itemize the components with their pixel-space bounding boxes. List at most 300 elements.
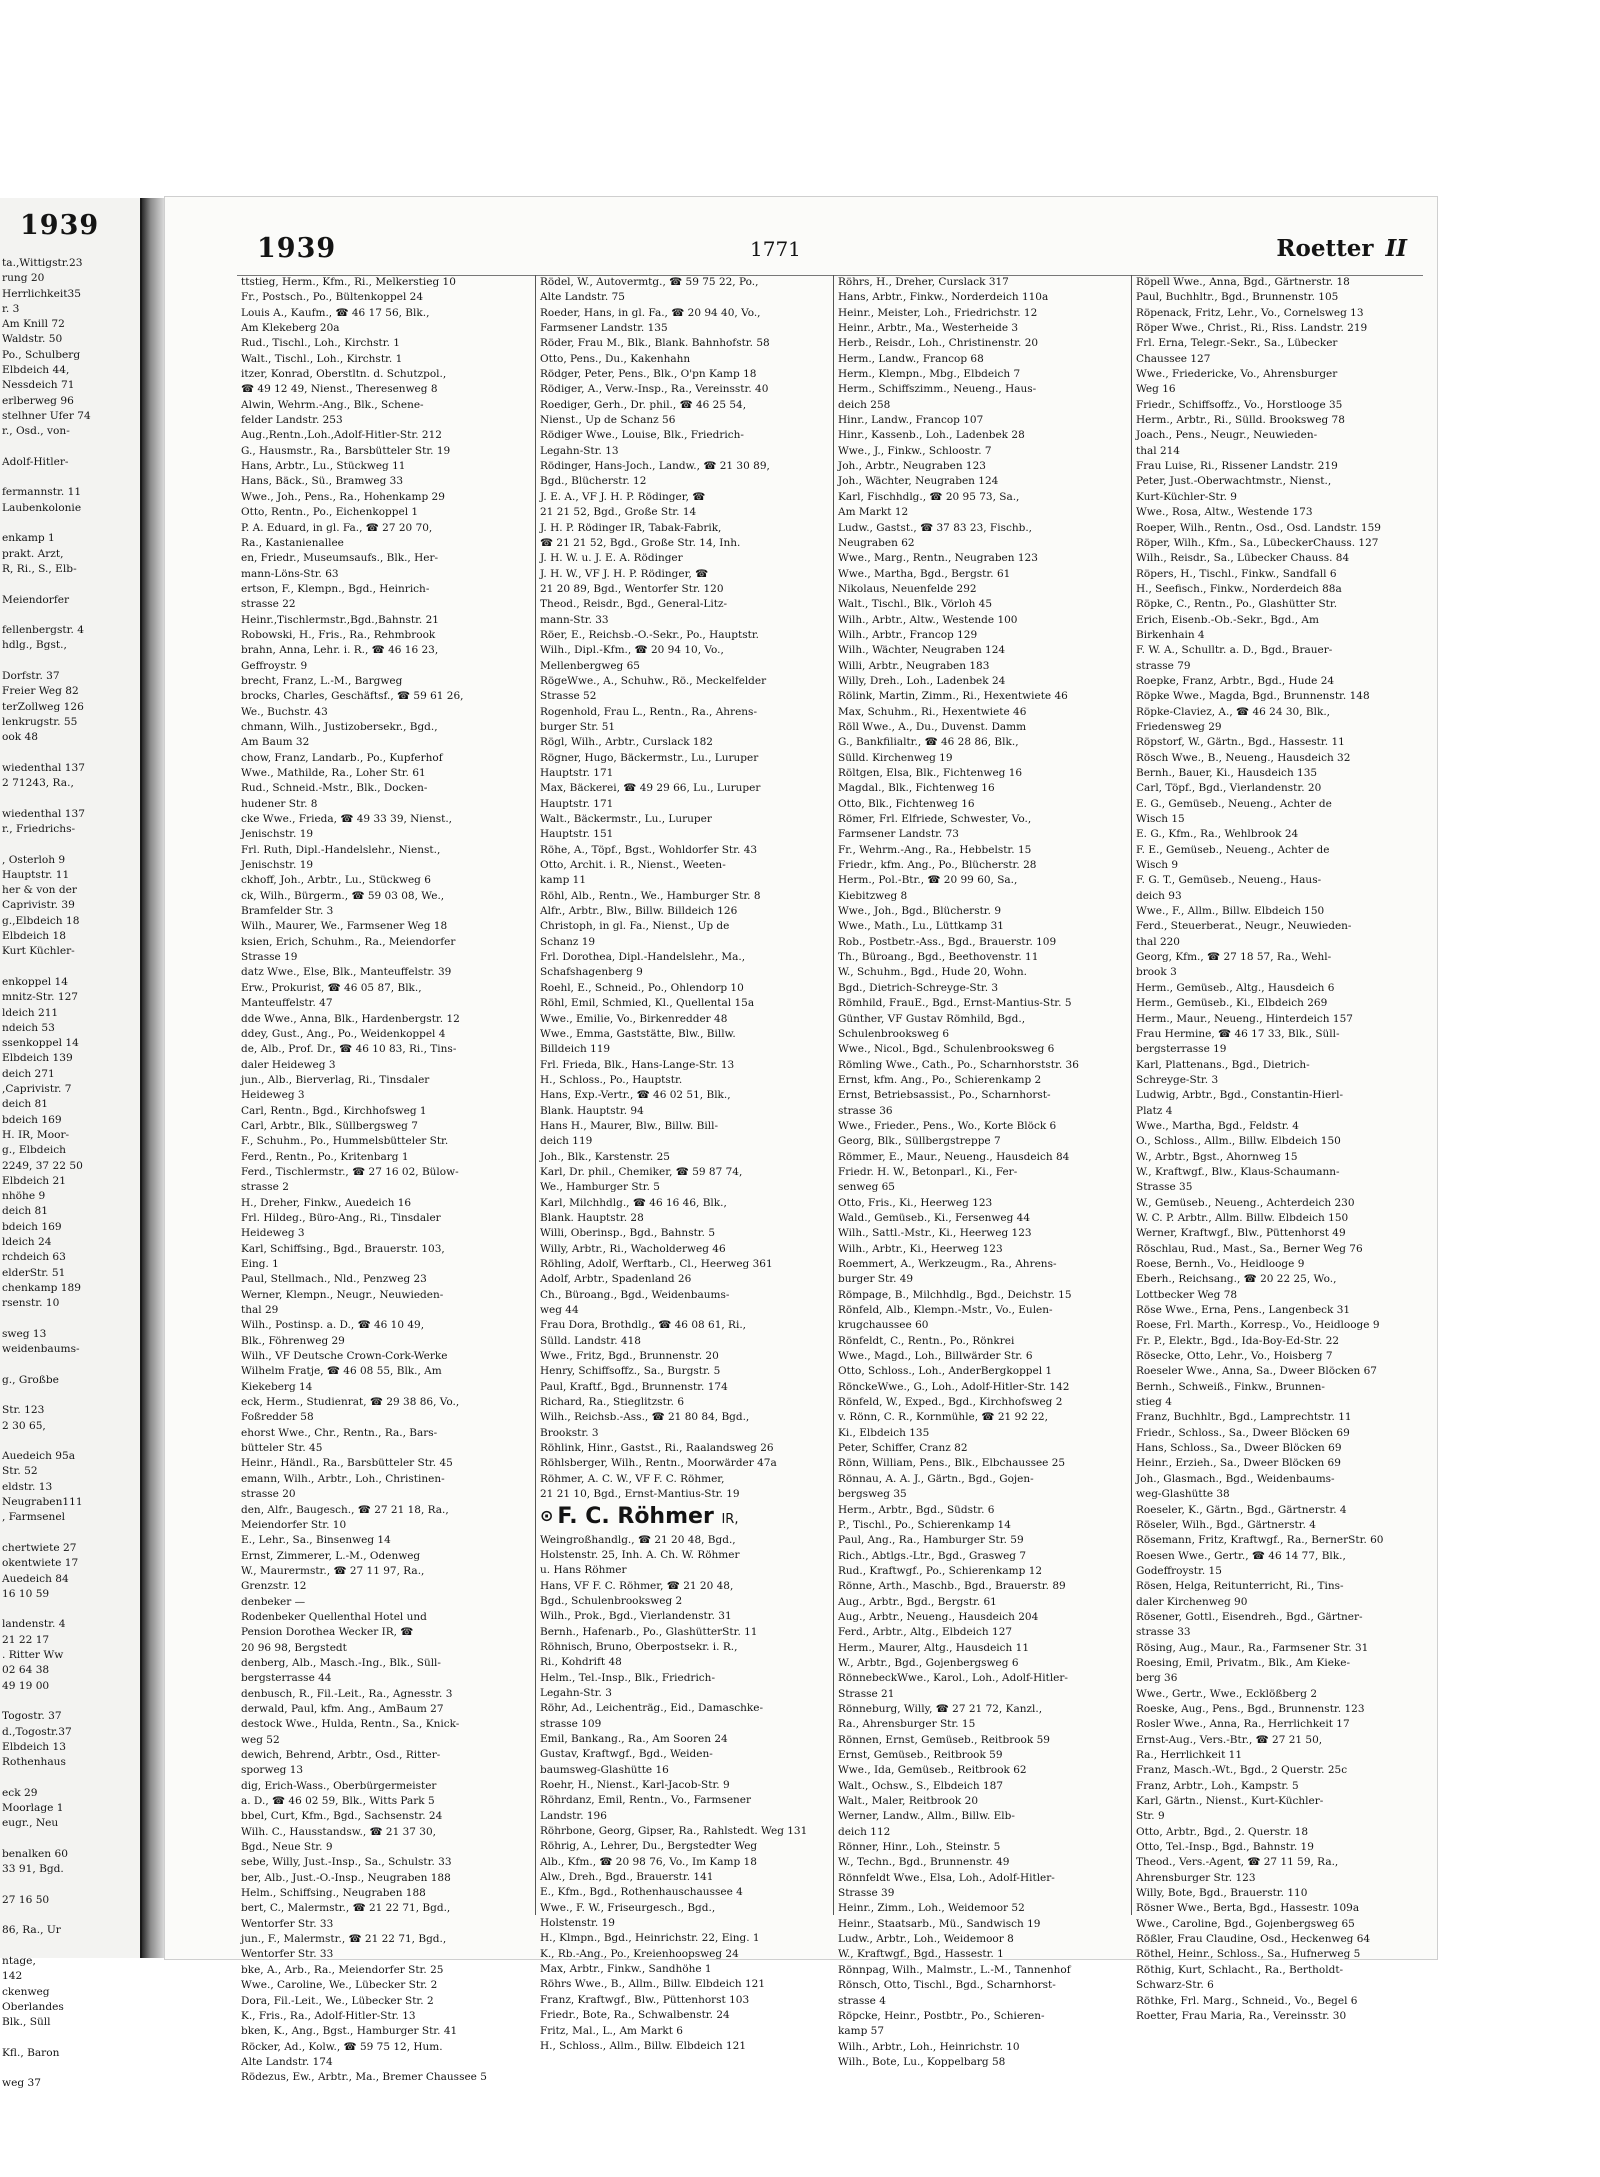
directory-entry-line: Roeseler, K., Gärtn., Bgd., Gärtnerstr. 4 — [1136, 1503, 1347, 1516]
directory-entry-line: Rödiger Wwe., Louise, Blk., Friedrich- — [540, 429, 744, 442]
directory-entry-line: Ernst, Betriebsassist., Po., Scharnhorst- — [838, 1089, 1051, 1102]
directory-entry-line: Wwe., Martha, Bgd., Feldstr. 4 — [1136, 1119, 1299, 1132]
directory-entry-line: Walt., Ochsw., S., Elbdeich 187 — [838, 1779, 1004, 1792]
directory-entry-line: Röer, E., Reichsb.-O.-Sekr., Po., Hauptstr. — [540, 628, 760, 641]
directory-entry-line: Frl. Dorothea, Dipl.-Handelslehr., Ma., — [540, 951, 746, 964]
directory-entry-line: W., Techn., Bgd., Brunnenstr. 49 — [838, 1856, 1010, 1869]
directory-entry-line: Rösner Wwe., Berta, Bgd., Hassestr. 109a — [1136, 1902, 1360, 1915]
directory-entry-line: Eing. 1 — [241, 1258, 279, 1270]
directory-entry-line: Wwe., Frieder., Pens., Wo., Korte Blöck 6 — [838, 1119, 1057, 1132]
directory-entry-line: Otto, Fris., Ki., Heerweg 123 — [838, 1196, 993, 1209]
facing-page-line: deich 81 — [2, 1205, 49, 1218]
directory-entry-line: Strasse 19 — [241, 951, 298, 964]
directory-entry-line: Nienst., Up de Schanz 56 — [540, 414, 676, 427]
facing-page-line: ndeich 53 — [2, 1021, 55, 1034]
page-year: 1939 — [257, 233, 337, 264]
directory-entry-line: Röper Wwe., Christ., Ri., Riss. Landstr. 219 — [1136, 322, 1368, 335]
directory-entry-line: P. A. Eduard, in gl. Fa., ☎ 27 20 70, — [241, 521, 433, 534]
facing-page-line: ook 48 — [2, 731, 39, 744]
facing-page-line: g., Großbe — [2, 1373, 59, 1386]
directory-entry-line: Rönnpag, Wilh., Malmstr., L.-M., Tannenhof — [838, 1963, 1071, 1976]
directory-entry-line: Hans, Arbtr., Finkw., Norderdeich 110a — [838, 291, 1049, 304]
directory-entry-line: Röltgen, Elsa, Blk., Fichtenweg 16 — [838, 767, 1023, 779]
directory-entry-line: Dora, Fil.-Leit., We., Lübecker Str. 2 — [241, 1994, 434, 2007]
directory-entry-line: Roediger, Gerh., Dr. phil., ☎ 46 25 54, — [540, 398, 747, 411]
directory-entry-line: Herm., Gemüseb., Ki., Elbdeich 269 — [1136, 997, 1328, 1010]
directory-entry-line: strasse 2 — [241, 1181, 289, 1194]
directory-entry-line: strasse 22 — [241, 598, 296, 611]
directory-entry-line: Friedr., Bote, Ra., Schwalbenstr. 24 — [540, 2009, 730, 2022]
directory-entry-line: ttstieg, Herm., Kfm., Ri., Melkerstieg 10 — [241, 276, 456, 288]
directory-entry-line: Röthig, Kurt, Schlacht., Ra., Bertholdt- — [1136, 1963, 1344, 1976]
directory-entry-line: Herm., Gemüseb., Altg., Hausdeich 6 — [1136, 981, 1335, 994]
facing-page-line: enkoppel 14 — [2, 975, 68, 988]
directory-entry-line: Rönfeld, W., Exped., Bgd., Kirchhofsweg 2 — [838, 1396, 1063, 1409]
directory-entry-line: Max, Arbtr., Finkw., Sandhöhe 1 — [540, 1963, 712, 1976]
directory-entry-line: Roehr, H., Nienst., Karl-Jacob-Str. 9 — [540, 1779, 730, 1791]
directory-entry-line: Paul, Stellmach., Nld., Penzweg 23 — [241, 1273, 427, 1286]
directory-entry-line: Bernh., Schweiß., Finkw., Brunnen- — [1136, 1380, 1325, 1393]
directory-entry-line: Joh., Arbtr., Neugraben 123 — [838, 460, 986, 473]
directory-entry-line: Am Baum 32 — [241, 736, 310, 749]
facing-page-line: , Osterloh 9 — [2, 853, 66, 866]
facing-page-line: chertwiete 27 — [2, 1541, 77, 1554]
directory-entry-line: G., Hausmstr., Ra., Barsbütteler Str. 19 — [241, 444, 451, 457]
directory-entry-line: Rödiger, A., Verw.-Insp., Ra., Vereinsstr. 40 — [540, 383, 769, 396]
facing-page-line: weidenbaums- — [2, 1343, 80, 1356]
directory-entry-line: Theod., Reisdr., Bgd., General-Litz- — [540, 598, 728, 611]
directory-entry-line: Billdeich 119 — [540, 1043, 611, 1056]
facing-page-line: benalken 60 — [2, 1847, 68, 1860]
directory-entry-line: bken, K., Ang., Bgst., Hamburger Str. 41 — [241, 2025, 458, 2038]
directory-entry-line: Wisch 9 — [1136, 859, 1179, 872]
facing-page-line: deich 81 — [2, 1098, 49, 1111]
directory-entry-line: Röhl, Alb., Rentn., We., Hamburger Str. 8 — [540, 889, 761, 902]
directory-entry-line: Legahn-Str. 3 — [540, 1686, 612, 1699]
facing-page-line: mnitz-Str. 127 — [2, 991, 79, 1004]
directory-entry-line: strasse 20 — [241, 1488, 296, 1501]
directory-entry-line: Roemmert, A., Werkzeugm., Ra., Ahrens- — [838, 1258, 1057, 1270]
directory-entry-line: W., Kraftwgf., Bgd., Hassestr. 1 — [838, 1948, 1004, 1961]
directory-entry-line: Ludw., Arbtr., Loh., Weidemoor 8 — [838, 1933, 1014, 1946]
directory-entry-line: Pension Dorothea Wecker IR, ☎ — [241, 1626, 414, 1639]
directory-entry-line: Otto, Arbtr., Bgd., 2. Querstr. 18 — [1136, 1825, 1309, 1838]
directory-entry-line: W., Schuhm., Bgd., Hude 20, Wohn. — [838, 966, 1027, 979]
page-number: 1771 — [750, 237, 801, 261]
directory-entry-line: Georg, Kfm., ☎ 27 18 57, Ra., Wehl- — [1136, 951, 1332, 964]
directory-entry-line: Rönner, Hinr., Loh., Steinstr. 5 — [838, 1841, 1001, 1854]
directory-entry-line: brocks, Charles, Geschäftsf., ☎ 59 61 26, — [241, 690, 464, 703]
directory-entry-line: dde Wwe., Anna, Blk., Hardenbergstr. 12 — [241, 1012, 460, 1025]
directory-entry-line: Rögl, Wilh., Arbtr., Curslack 182 — [540, 736, 713, 749]
directory-entry-line: Willy, Bote, Bgd., Brauerstr. 110 — [1136, 1887, 1308, 1900]
facing-page-line — [2, 1388, 142, 1403]
facing-page-line — [2, 1602, 142, 1617]
facing-page-line: ldeich 211 — [2, 1006, 59, 1019]
directory-entry-line: Röpstorf, W., Gärtn., Bgd., Hassestr. 11 — [1136, 736, 1345, 749]
directory-entry-line: Heinr., Meister, Loh., Friedrichstr. 12 — [838, 306, 1038, 319]
facing-page-line: Oberlandes — [2, 2000, 64, 2013]
directory-entry-line: Roetter, Frau Maria, Ra., Vereinsstr. 30 — [1136, 2009, 1347, 2022]
directory-entry-line: Bernh., Hafenarb., Po., GlashütterStr. 11 — [540, 1625, 758, 1638]
directory-entry-line: Alwin, Wehrm.-Ang., Blk., Schene- — [241, 398, 424, 411]
facing-page-line: 142 — [2, 1970, 23, 1983]
facing-page-line: Elbdeich 44, — [2, 364, 70, 377]
directory-entry-line: RönnebeckWwe., Karol., Loh., Adolf-Hitler- — [838, 1672, 1068, 1685]
ad-symbol: ⊙ — [540, 1505, 554, 1525]
directory-entry-line: Herm., Arbtr., Ri., Sülld. Brooksweg 78 — [1136, 414, 1345, 427]
directory-entry-line: brook 3 — [1136, 966, 1177, 979]
directory-entry-line: Werner, Landw., Allm., Billw. Elb- — [838, 1810, 1015, 1823]
directory-entry-line: Röhrs Wwe., B., Allm., Billw. Elbdeich 121 — [540, 1978, 766, 1991]
directory-entry-line: daler Kirchenweg 90 — [1136, 1595, 1248, 1608]
directory-entry-line: mann-Str. 33 — [540, 613, 609, 626]
facing-page-line: eugr., Neu — [2, 1817, 59, 1830]
directory-entry-line: Helm., Schiffsing., Neugraben 188 — [241, 1887, 426, 1900]
directory-entry-line: Schulenbrooksweg 6 — [838, 1027, 950, 1040]
directory-entry-line: Röpke, C., Rentn., Po., Glashütter Str. — [1136, 598, 1338, 611]
facing-page-line: Kurt Küchler- — [2, 945, 75, 958]
facing-page-line — [2, 470, 142, 485]
directory-entry-line: chow, Franz, Landarb., Po., Kupferhof — [241, 751, 443, 764]
directory-entry-line: felder Landstr. 253 — [241, 414, 343, 427]
facing-page-line: 86, Ra., Ur — [2, 1924, 61, 1937]
directory-entry-line: strasse 33 — [1136, 1626, 1191, 1639]
directory-entry-line: RönckeWwe., G., Loh., Adolf-Hitler-Str. 142 — [838, 1380, 1070, 1393]
directory-entry-line: Rösemann, Fritz, Kraftwgf., Ra., BernerStr. 60 — [1136, 1534, 1384, 1547]
facing-page-line: 27 16 50 — [2, 1893, 50, 1906]
facing-page-line: Str. 52 — [2, 1465, 38, 1478]
directory-entry-line: Rönfeld, Alb., Klempn.-Mstr., Vo., Eulen- — [838, 1304, 1053, 1317]
directory-entry-line: H., Schloss., Po., Hauptstr. — [540, 1073, 683, 1086]
directory-entry-line: Rud., Kraftwgf., Po., Schierenkamp 12 — [838, 1564, 1043, 1577]
directory-entry-line: Röschlau, Rud., Mast., Sa., Berner Weg 76 — [1136, 1242, 1363, 1255]
volume-number: II — [1385, 235, 1407, 262]
directory-entry-line: Mellenbergweg 65 — [540, 659, 640, 672]
directory-entry-line: Chaussee 127 — [1136, 352, 1211, 365]
directory-entry-line: Willi, Arbtr., Neugraben 183 — [838, 659, 990, 672]
directory-entry-line: Hans, Arbtr., Lu., Stückweg 11 — [241, 460, 406, 473]
directory-entry-line: Rogenhold, Frau L., Rentn., Ra., Ahrens- — [540, 705, 757, 718]
directory-entry-line: Günther, VF Gustav Römhild, Bgd., — [838, 1012, 1026, 1025]
directory-entry-line: Rößler, Frau Claudine, Osd., Heckenweg 64 — [1136, 1933, 1371, 1946]
directory-entry-line: Ferd., Tischlermstr., ☎ 27 16 02, Bülow- — [241, 1165, 459, 1178]
facing-page-line: Elbdeich 139 — [2, 1052, 73, 1065]
directory-entry-line: Heinr., Staatsarb., Mü., Sandwisch 19 — [838, 1917, 1041, 1930]
directory-entry-line: Robowski, H., Fris., Ra., Rehmbrook — [241, 628, 436, 641]
facing-page-line: g.,Elbdeich 18 — [2, 914, 80, 927]
facing-page-line — [2, 1357, 142, 1372]
directory-entry-line: Wilh., Maurer, We., Farmsener Weg 18 — [241, 920, 448, 933]
facing-page-line: Elbdeich 13 — [2, 1740, 66, 1753]
directory-entry-line: Otto, Tel.-Insp., Bgd., Bahnstr. 19 — [1136, 1841, 1314, 1854]
directory-entry-line: Paul, Buchhltr., Bgd., Brunnenstr. 105 — [1136, 291, 1339, 304]
directory-entry-line: Joach., Pens., Neugr., Neuwieden- — [1136, 429, 1318, 442]
directory-entry-line: Frau Hermine, ☎ 46 17 33, Blk., Süll- — [1136, 1027, 1340, 1040]
directory-entry-line: Röse Wwe., Erna, Pens., Langenbeck 31 — [1136, 1304, 1351, 1317]
directory-entry-line: Blk., Föhrenweg 29 — [241, 1334, 345, 1347]
directory-entry-line: Joh., Blk., Karstenstr. 25 — [540, 1150, 670, 1163]
directory-entry-line: Rodenbeker Quellenthal Hotel und — [241, 1610, 427, 1623]
directory-entry-line: Wilh., Reichsb.-Ass., ☎ 21 80 84, Bgd., — [540, 1411, 750, 1424]
facing-page-line — [2, 1434, 142, 1449]
facing-page-line: r., Osd., von- — [2, 425, 70, 438]
directory-entry-line: itzer, Konrad, Oberstltn. d. Schutzpol., — [241, 368, 447, 381]
directory-entry-line: Roese, Bernh., Vo., Heidlooge 9 — [1136, 1258, 1305, 1270]
directory-entry-line: Otto, Schloss., Loh., AnderBergkoppel 1 — [838, 1365, 1053, 1378]
directory-entry-line: Platz 4 — [1136, 1104, 1173, 1117]
directory-entry-line: H., Dreher, Finkw., Auedeich 16 — [241, 1196, 412, 1209]
directory-entry-line: Hans, Schloss., Sa., Dweer Blöcken 69 — [1136, 1442, 1342, 1455]
directory-entry-line: burger Str. 51 — [540, 720, 616, 733]
facing-page-line: Str. 123 — [2, 1404, 45, 1417]
directory-entry-line: Rob., Postbetr.-Ass., Bgd., Brauerstr. 109 — [838, 935, 1057, 948]
facing-page-line: . Ritter Ww — [2, 1649, 64, 1662]
directory-entry-line: W. C. P. Arbtr., Allm. Billw. Elbdeich 150 — [1136, 1211, 1349, 1224]
directory-entry-line: deich 119 — [540, 1135, 593, 1148]
directory-entry-line: hudener Str. 8 — [241, 797, 318, 810]
directory-entry-line: Eberh., Reichsang., ☎ 20 22 25, Wo., — [1136, 1273, 1337, 1286]
directory-entry-line: Ferd., Rentn., Po., Kritenbarg 1 — [241, 1150, 409, 1163]
directory-entry-line: Hans H., Maurer, Blw., Billw. Bill- — [540, 1119, 718, 1132]
directory-entry-line: H., Schloss., Allm., Billw. Elbdeich 121 — [540, 2039, 747, 2052]
directory-entry-line: jun., F., Malermstr., ☎ 21 22 71, Bgd., — [241, 1933, 447, 1946]
directory-entry-line: 21 21 10, Bgd., Ernst-Mantius-Str. 19 — [540, 1488, 740, 1501]
facing-page-line: R, Ri., S., Elb- — [2, 562, 77, 575]
facing-page-line: Blk., Süll — [2, 2016, 51, 2029]
directory-entry-line: Bgd., Schulenbrooksweg 2 — [540, 1594, 683, 1607]
facing-page-line: Nessdeich 71 — [2, 379, 75, 392]
directory-entry-line: Alte Landstr. 75 — [540, 291, 625, 304]
directory-entry-line: K., Rb.-Ang., Po., Kreienhoopsweg 24 — [540, 1947, 739, 1960]
directory-entry-line: Walt., Tischl., Blk., Vörloh 45 — [838, 598, 993, 611]
directory-entry-line: Rosler Wwe., Anna, Ra., Herrlichkeit 17 — [1136, 1718, 1350, 1731]
directory-entry-line: Wwe., Marg., Rentn., Neugraben 123 — [838, 552, 1038, 565]
facing-page-line: ssenkoppel 14 — [2, 1037, 79, 1050]
directory-entry-line: Rich., Abtlgs.-Ltr., Bgd., Grasweg 7 — [838, 1549, 1027, 1562]
directory-entry-line: Grenzstr. 12 — [241, 1580, 307, 1593]
directory-entry-line: Erich, Eisenb.-Ob.-Sekr., Bgd., Am — [1136, 613, 1319, 626]
directory-entry-line: Foßredder 58 — [241, 1411, 314, 1424]
facing-page-line: , Farmsenel — [2, 1511, 65, 1524]
facing-page-line — [2, 608, 142, 623]
directory-entry-line: Hinr., Kassenb., Loh., Ladenbek 28 — [838, 429, 1025, 442]
directory-entry-line: derwald, Paul, kfm. Ang., AmBaum 27 — [241, 1702, 444, 1715]
directory-entry-line: berg 36 — [1136, 1672, 1178, 1685]
directory-entry-line: Römer, Frl. Elfriede, Schwester, Vo., — [838, 813, 1032, 826]
facing-page-line — [2, 2030, 142, 2045]
directory-entry-line: Georg, Blk., Süllbergstreppe 7 — [838, 1135, 1001, 1148]
directory-entry-line: Geffroystr. 9 — [241, 659, 308, 672]
directory-entry-line: Jenischstr. 19 — [241, 859, 314, 872]
directory-entry-line: ehorst Wwe., Chr., Rentn., Ra., Bars- — [241, 1426, 438, 1439]
directory-entry-line: Hans, VF F. C. Röhmer, ☎ 21 20 48, — [540, 1579, 734, 1592]
directory-entry-line: Wwe., Emma, Gaststätte, Blw., Billw. — [540, 1027, 736, 1040]
directory-entry-line: Hinr., Landw., Francop 107 — [838, 414, 984, 427]
directory-entry-line: Th., Büroang., Bgd., Beethovenstr. 11 — [838, 951, 1039, 964]
directory-entry-line: bütteler Str. 45 — [241, 1442, 323, 1455]
directory-entry-line: ber, Alb., Just.-O.-Insp., Neugraben 188 — [241, 1871, 451, 1884]
directory-entry-line: Magdal., Blk., Fichtenweg 16 — [838, 782, 995, 795]
facing-page-line — [2, 1526, 142, 1541]
directory-entry-line: Röhe, A., Töpf., Bgst., Wohldorfer Str. 43 — [540, 843, 758, 856]
directory-entry-line: Aug.,Rentn.,Loh.,Adolf-Hitler-Str. 212 — [241, 429, 442, 442]
directory-entry-line: Wilh., Arbtr., Ki., Heerweg 123 — [838, 1242, 1003, 1255]
directory-entry-line: Röpell Wwe., Anna, Bgd., Gärtnerstr. 18 — [1136, 276, 1350, 288]
directory-entry-line: Heideweg 3 — [241, 1089, 305, 1102]
facing-page-line — [2, 746, 142, 761]
directory-entry-line: Röhrdanz, Emil, Rentn., Vo., Farmsener — [540, 1794, 752, 1807]
directory-entry-line: Carl, Rentn., Bgd., Kirchhofsweg 1 — [241, 1104, 427, 1117]
facing-page-line — [2, 837, 142, 852]
facing-page-line — [2, 1939, 142, 1954]
directory-entry-line: daler Heideweg 3 — [241, 1058, 336, 1071]
directory-entry-line: ksien, Erich, Schuhm., Ra., Meiendorfer — [241, 935, 456, 948]
directory-entry-line: Bernh., Bauer, Ki., Hausdeich 135 — [1136, 767, 1318, 779]
directory-entry-line: Franz, Kraftwgf., Blw., Püttenhorst 103 — [540, 1993, 750, 2006]
directory-entry-line: thal 214 — [1136, 444, 1180, 457]
facing-page-line: g., Elbdeich — [2, 1144, 66, 1157]
directory-entry-line: Rösener, Gottl., Eisendreh., Bgd., Gärtner- — [1136, 1610, 1363, 1623]
directory-entry-line: thal 220 — [1136, 935, 1180, 948]
directory-entry-line: O., Schloss., Allm., Billw. Elbdeich 150 — [1136, 1135, 1341, 1148]
facing-page-line: nhöhe 9 — [2, 1190, 46, 1203]
directory-entry-line: Fr. P., Elektr., Bgd., Ida-Boy-Ed-Str. 22 — [1136, 1334, 1340, 1347]
directory-entry-line: Ernst, Zimmerer, L.-M., Odenweg — [241, 1549, 421, 1562]
directory-entry-line: Rönne, Arth., Maschb., Bgd., Brauerstr. 89 — [838, 1580, 1066, 1593]
directory-entry-line: Rönsch, Otto, Tischl., Bgd., Scharnhorst- — [838, 1979, 1056, 1992]
facing-page-line — [2, 2061, 142, 2076]
directory-entry-line: burger Str. 49 — [838, 1273, 914, 1286]
directory-entry-line: sebe, Willy, Just.-Insp., Sa., Schulstr. 33 — [241, 1856, 452, 1869]
directory-entry-line: Wald., Gemüseb., Ki., Fersenweg 44 — [838, 1211, 1031, 1224]
directory-entry-line: Wwe., Caroline, Bgd., Gojenbergsweg 65 — [1136, 1917, 1355, 1930]
directory-entry-line: Farmsener Landstr. 135 — [540, 322, 668, 335]
directory-entry-line: Henry, Schiffsoffz., Sa., Burgstr. 5 — [540, 1365, 721, 1378]
directory-entry-line: deich 258 — [838, 398, 891, 411]
directory-entry-line: Alw., Dreh., Bgd., Brauerstr. 141 — [540, 1871, 714, 1884]
directory-entry-line: Wwe., Caroline, We., Lübecker Str. 2 — [241, 1979, 438, 1992]
directory-entry-line: Wilh., Postinsp. a. D., ☎ 46 10 49, — [241, 1319, 425, 1332]
facing-page-line: Elbdeich 18 — [2, 930, 66, 943]
directory-entry-line: Willi, Oberinsp., Bgd., Bahnstr. 5 — [540, 1227, 716, 1240]
directory-entry-line: Strasse 35 — [1136, 1181, 1193, 1194]
directory-page — [164, 196, 1438, 2084]
directory-entry-line: Karl, Gärtn., Nienst., Kurt-Küchler- — [1136, 1795, 1324, 1808]
directory-entry-line: Wwe., Magd., Loh., Billwärder Str. 6 — [838, 1350, 1033, 1363]
directory-entry-line: Strasse 52 — [540, 690, 597, 703]
directory-entry-line: Weingroßhandlg., ☎ 21 20 48, Bgd., — [540, 1533, 736, 1546]
facing-page-line: Neugraben111 — [2, 1496, 83, 1509]
directory-entry-line: Willy, Arbtr., Ri., Wacholderweg 46 — [540, 1242, 726, 1255]
directory-entry-line: Heinr., Erzieh., Sa., Dweer Blöcken 69 — [1136, 1457, 1341, 1470]
directory-entry-line: stieg 4 — [1136, 1396, 1172, 1409]
facing-page-line: rsenstr. 10 — [2, 1297, 60, 1310]
directory-entry-line: u. Hans Röhmer — [540, 1564, 627, 1577]
directory-entry-line: Manteuffelstr. 47 — [241, 997, 333, 1010]
directory-entry-line: Str. 9 — [1136, 1810, 1165, 1823]
directory-entry-line: Christoph, in gl. Fa., Nienst., Up de — [540, 920, 730, 933]
directory-entry-line: Bgd., Neue Str. 9 — [241, 1841, 333, 1854]
facing-page-line: Adolf-Hitler- — [2, 455, 69, 468]
directory-entry-line: Frl. Frieda, Blk., Hans-Lange-Str. 13 — [540, 1058, 735, 1071]
facing-page-line: fermannstr. 11 — [2, 486, 82, 499]
directory-entry-line: weg 52 — [241, 1733, 280, 1746]
facing-page-line: wiedenthal 137 — [2, 761, 85, 774]
directory-entry-line: Schafshagenberg 9 — [540, 966, 643, 979]
facing-page-line: bdeich 169 — [2, 1220, 62, 1233]
facing-page-line: H. IR, Moor- — [2, 1128, 70, 1141]
directory-entry-line: Ri., Kohdrift 48 — [540, 1656, 622, 1669]
facing-page-line: d.,Togostr.37 — [2, 1725, 72, 1738]
directory-entry-line: Frl. Hildeg., Büro-Ang., Ri., Tinsdaler — [241, 1211, 441, 1224]
directory-entry-line: Peter, Schiffer, Cranz 82 — [838, 1442, 968, 1455]
directory-entry-line: datz Wwe., Else, Blk., Manteuffelstr. 39 — [241, 966, 452, 979]
directory-entry-line: Farmsener Landstr. 73 — [838, 828, 959, 841]
directory-entry-line: mann-Löns-Str. 63 — [241, 567, 339, 580]
directory-entry-line: Herm., Pol.-Btr., ☎ 20 99 60, Sa., — [838, 874, 1018, 887]
directory-entry-line: cke Wwe., Frieda, ☎ 49 33 39, Nienst., — [241, 813, 452, 826]
directory-entry-line: Ahrensburger Str. 123 — [1136, 1871, 1256, 1884]
facing-page-line: her & von der — [2, 884, 77, 897]
directory-entry-line: Rönfeldt, C., Rentn., Po., Rönkrei — [838, 1334, 1015, 1347]
directory-entry-line: Roesen Wwe., Gertr., ☎ 46 14 77, Blk., — [1136, 1549, 1346, 1562]
directory-entry-line: Rönn, William, Pens., Blk., Elbchaussee 25 — [838, 1457, 1066, 1470]
directory-entry-line: Aug., Arbtr., Bgd., Bergstr. 61 — [838, 1595, 997, 1608]
directory-entry-line: Walt., Bäckermstr., Lu., Luruper — [540, 813, 712, 826]
directory-entry-line: thal 29 — [241, 1304, 279, 1317]
directory-entry-line: Wwe., Martha, Bgd., Bergstr. 61 — [838, 567, 1011, 580]
facing-page-line: ckenweg — [2, 1985, 50, 1998]
directory-entry-line: H., Seefisch., Finkw., Norderdeich 88a — [1136, 582, 1342, 595]
directory-entry-line: RögeWwe., A., Schuhw., Rö., Meckelfelder — [540, 674, 767, 687]
directory-entry-line: Otto, Archit. i. R., Nienst., Weeten- — [540, 859, 726, 872]
directory-entry-line: Röhr, Ad., Leichenträg., Eid., Damaschke- — [540, 1702, 764, 1715]
directory-entry-line: Am Klekeberg 20a — [241, 322, 340, 335]
directory-entry-line: Sülld. Landstr. 418 — [540, 1334, 641, 1347]
facing-page-line: ldeich 24 — [2, 1236, 52, 1248]
directory-entry-line: Wwe., Emilie, Vo., Birkenredder 48 — [540, 1012, 728, 1025]
directory-entry-line: Wwe., Ida, Gemüseb., Reitbrook 62 — [838, 1764, 1027, 1777]
directory-entry-line: Franz, Arbtr., Loh., Kampstr. 5 — [1136, 1779, 1299, 1792]
directory-entry-line: Friedr., Schiffsoffz., Vo., Horstlooge 35 — [1136, 398, 1343, 411]
directory-entry-line: Röhlink, Hinr., Gastst., Ri., Raalandsweg 26 — [540, 1442, 774, 1455]
directory-entry-line: Rud., Schneid.-Mstr., Blk., Docken- — [241, 782, 428, 795]
facing-page-line: fellenbergstr. 4 — [2, 624, 85, 637]
directory-entry-line: destock Wwe., Hulda, Rentn., Sa., Knick- — [241, 1718, 460, 1731]
directory-entry-line: Röhlsberger, Wilh., Rentn., Moorwärder 47a — [540, 1457, 777, 1470]
directory-entry-line: Herm., Maur., Neueng., Hinterdeich 157 — [1136, 1012, 1353, 1025]
facing-page-line — [2, 1832, 142, 1847]
facing-page-line: terZollweg 126 — [2, 700, 84, 713]
facing-page-line: Togostr. 37 — [2, 1710, 62, 1723]
directory-entry-line: Aug., Arbtr., Neueng., Hausdeich 204 — [838, 1610, 1039, 1623]
directory-entry-line: baumsweg-Glashütte 16 — [540, 1763, 669, 1776]
directory-entry-line: Wentorfer Str. 33 — [241, 1948, 334, 1961]
directory-entry-line: Röhrs, H., Dreher, Curslack 317 — [838, 276, 1009, 288]
directory-entry-line: Roeder, Hans, in gl. Fa., ☎ 20 94 40, Vo., — [540, 306, 761, 319]
directory-entry-line: W., Gemüseb., Neueng., Achterdeich 230 — [1136, 1196, 1355, 1209]
directory-entry-line: Alb., Kfm., ☎ 20 98 76, Vo., Im Kamp 18 — [540, 1855, 757, 1868]
directory-entry-line: Rödinger, Hans-Joch., Landw., ☎ 21 30 89, — [540, 460, 770, 473]
directory-entry-line: Schwarz-Str. 6 — [1136, 1979, 1214, 1992]
directory-entry-line: Röthel, Heinr., Schloss., Sa., Hufnerweg 5 — [1136, 1948, 1361, 1961]
directory-entry-line: Friedr. H. W., Betonparl., Ki., Fer- — [838, 1165, 1018, 1178]
directory-entry-line: Landstr. 196 — [540, 1809, 607, 1822]
directory-entry-line: bbel, Curt, Kfm., Bgd., Sachsenstr. 24 — [241, 1810, 443, 1823]
facing-page-line: Caprivistr. 39 — [2, 899, 75, 912]
directory-entry-line: H., Klmpn., Bgd., Heinrichstr. 22, Eing. 1 — [540, 1932, 760, 1945]
